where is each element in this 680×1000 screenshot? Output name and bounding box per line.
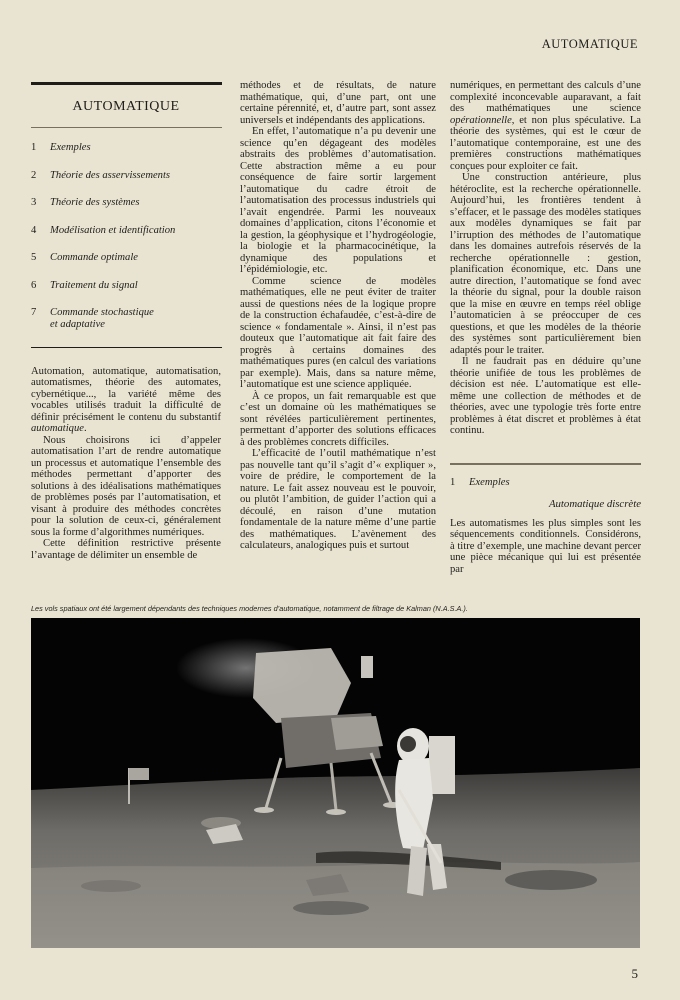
paragraph: méthodes et de résultats, de nature mathématique, qui, d’une part, ont une certaine pérennité, et, d’autre part, sont assez universels et indépendants des applications. [240, 80, 436, 126]
photo-caption: Les vols spatiaux ont été largement dépendants des techniques modernes d’automatique, notamment de filtrage de Kalman (N.A.S.A.). [31, 604, 468, 613]
paragraph: Une construction antérieure, plus hétéroclite, est la recherche opérationnelle. Aujourd’hui, les frontières tendent à s’effacer, et le passage des modèles statiques aux modèles dynamiques se fait par l’irruption des méthodes de l’automatique dans les domaines autrefois réservés de la recherche opérationnelle : gestion, planification économique, etc. Dans une autre direction, l’automatique se fond avec la théorie du signal, pour la double raison que la mise en œuvre en temps réel oblige l’automaticien à se préoccuper de ces questions, et que les modèles de la théorie des systèmes sont particulièrement bien adaptés pour le traiter. [450, 172, 641, 356]
section-rule [450, 463, 641, 465]
paragraph: Cette définition restrictive présente l’avantage de délimiter un ensemble de [31, 538, 221, 561]
column-2 [240, 80, 436, 552]
paragraph: Nous choisirons ici d’appeler automatisation l’art de rendre automatique un processus et automatique l’ensemble des méthodes permettant d’apporter des solutions à des idéalisations mathématiques de problèmes posés par l’automatisation, et visant à produire des méthodes concrètes pour la solution de ceux-ci, généralement sous la forme d’algorithmes numériques. [31, 434, 221, 538]
moon-landing-photo [31, 618, 640, 948]
toc-divider [31, 127, 222, 128]
paragraph: Les automatismes les plus simples sont les séquencements conditionnels. Considérons, à titre d’exemple, une machine devant percer une pièce mécanique qui lui est présentée par [450, 517, 641, 575]
table-of-contents [31, 142, 221, 331]
toc-bottom-rule [31, 347, 222, 348]
toc-top-rule [31, 82, 222, 85]
column-3 [450, 80, 641, 575]
paragraph: À ce propos, un fait remarquable est que c’est un domaine où les mathématiques se sont révélées particulièrement pertinentes, permettant d’apporter des solutions efficaces à des problèmes concrets difficiles. [240, 390, 436, 448]
column-1 [31, 82, 221, 561]
page-number: 5 [631, 966, 638, 981]
toc-title: AUTOMATIQUE [72, 99, 180, 114]
subsection-heading: Automatique discrète [548, 497, 641, 510]
paragraph: L’efficacité de l’outil mathématique n’est pas nouvelle tant qu’il s’agit d’« expliquer », voire de prédire, le comportement de la nature. Le fait assez nouveau est le pouvoir, ou plutôt l’ambition, de guider l’action qui a découlé, en raison d’une mutation fondamentale de la nature même d’une partie des mathématiques. L’avènement des calculateurs, analogiques puis et surtout [240, 448, 436, 551]
running-head: AUTOMATIQUE [541, 37, 638, 51]
paragraph: En effet, l’automatique n’a pu devenir une science qu’en dégageant des modèles abstraits des problèmes d’automatisation. Cette abstraction même a eu pour conséquence de faire sortir largement l’automatique du cadre étroit de l’automatisation des processus industriels qui l’avait engendrée. Parmi les nouveaux domaines d’application, citons l’économie et la gestion, la géophysique et l’hydrogéologie, la biologie et la pharmacocinétique, la dynamique des populations et l’épidémiologie, etc. [240, 126, 436, 275]
toc-item[interactable]: 2 Théorie des asservissements [31, 169, 171, 181]
toc-item[interactable]: 3 Théorie des systèmes [31, 197, 140, 208]
section-heading: 1 Exemples [450, 476, 510, 488]
toc-item[interactable]: 5 Commande optimale [31, 252, 138, 263]
paragraph: Il ne faudrait pas en déduire qu’une théorie unifiée de tous les problèmes de décision est née. L’automatique est elle-même une collection de méthodes et de théories, avec une typologie très forte entre problèmes à état discret et problèmes à état continu. [450, 356, 641, 436]
paragraph: numériques, en permettant des calculs d’une complexité inconcevable auparavant, a fait des mathématiques une science opérationnelle, et non plus spéculative. La théorie des systèmes, qui est le cœur de l’automatique contemporaine, est une des premières constructions mathématiques conçues pour exploiter ce fait. [450, 80, 641, 172]
toc-item[interactable]: 1 Exemples [31, 142, 91, 153]
toc-item[interactable]: 7 Commande stochastique et adaptative [31, 307, 154, 330]
paragraph: Comme science de modèles mathématiques, elle ne peut éviter de traiter aussi de questions nées de la logique propre de la construction échafaudée, c’est-à-dire de science « fondamentale ». Ainsi, il n’est pas douteux que l’automatique ait fait faire des progrès à certains domaines des mathématiques pures (en calcul des variations par exemple). Mais, dans sa nature même, l’automatique est une science appliquée. [240, 275, 436, 390]
toc-item[interactable]: 6 Traitement du signal [31, 279, 138, 291]
paragraph: Automation, automatique, automatisation, automatismes, théorie des automates, cybernétique..., la variété même des vocables utilisés traduit la difficulté de définir précisément le contenu du substantif automatique. [31, 365, 221, 434]
toc-item[interactable]: 4 Modélisation et identification [31, 224, 176, 236]
